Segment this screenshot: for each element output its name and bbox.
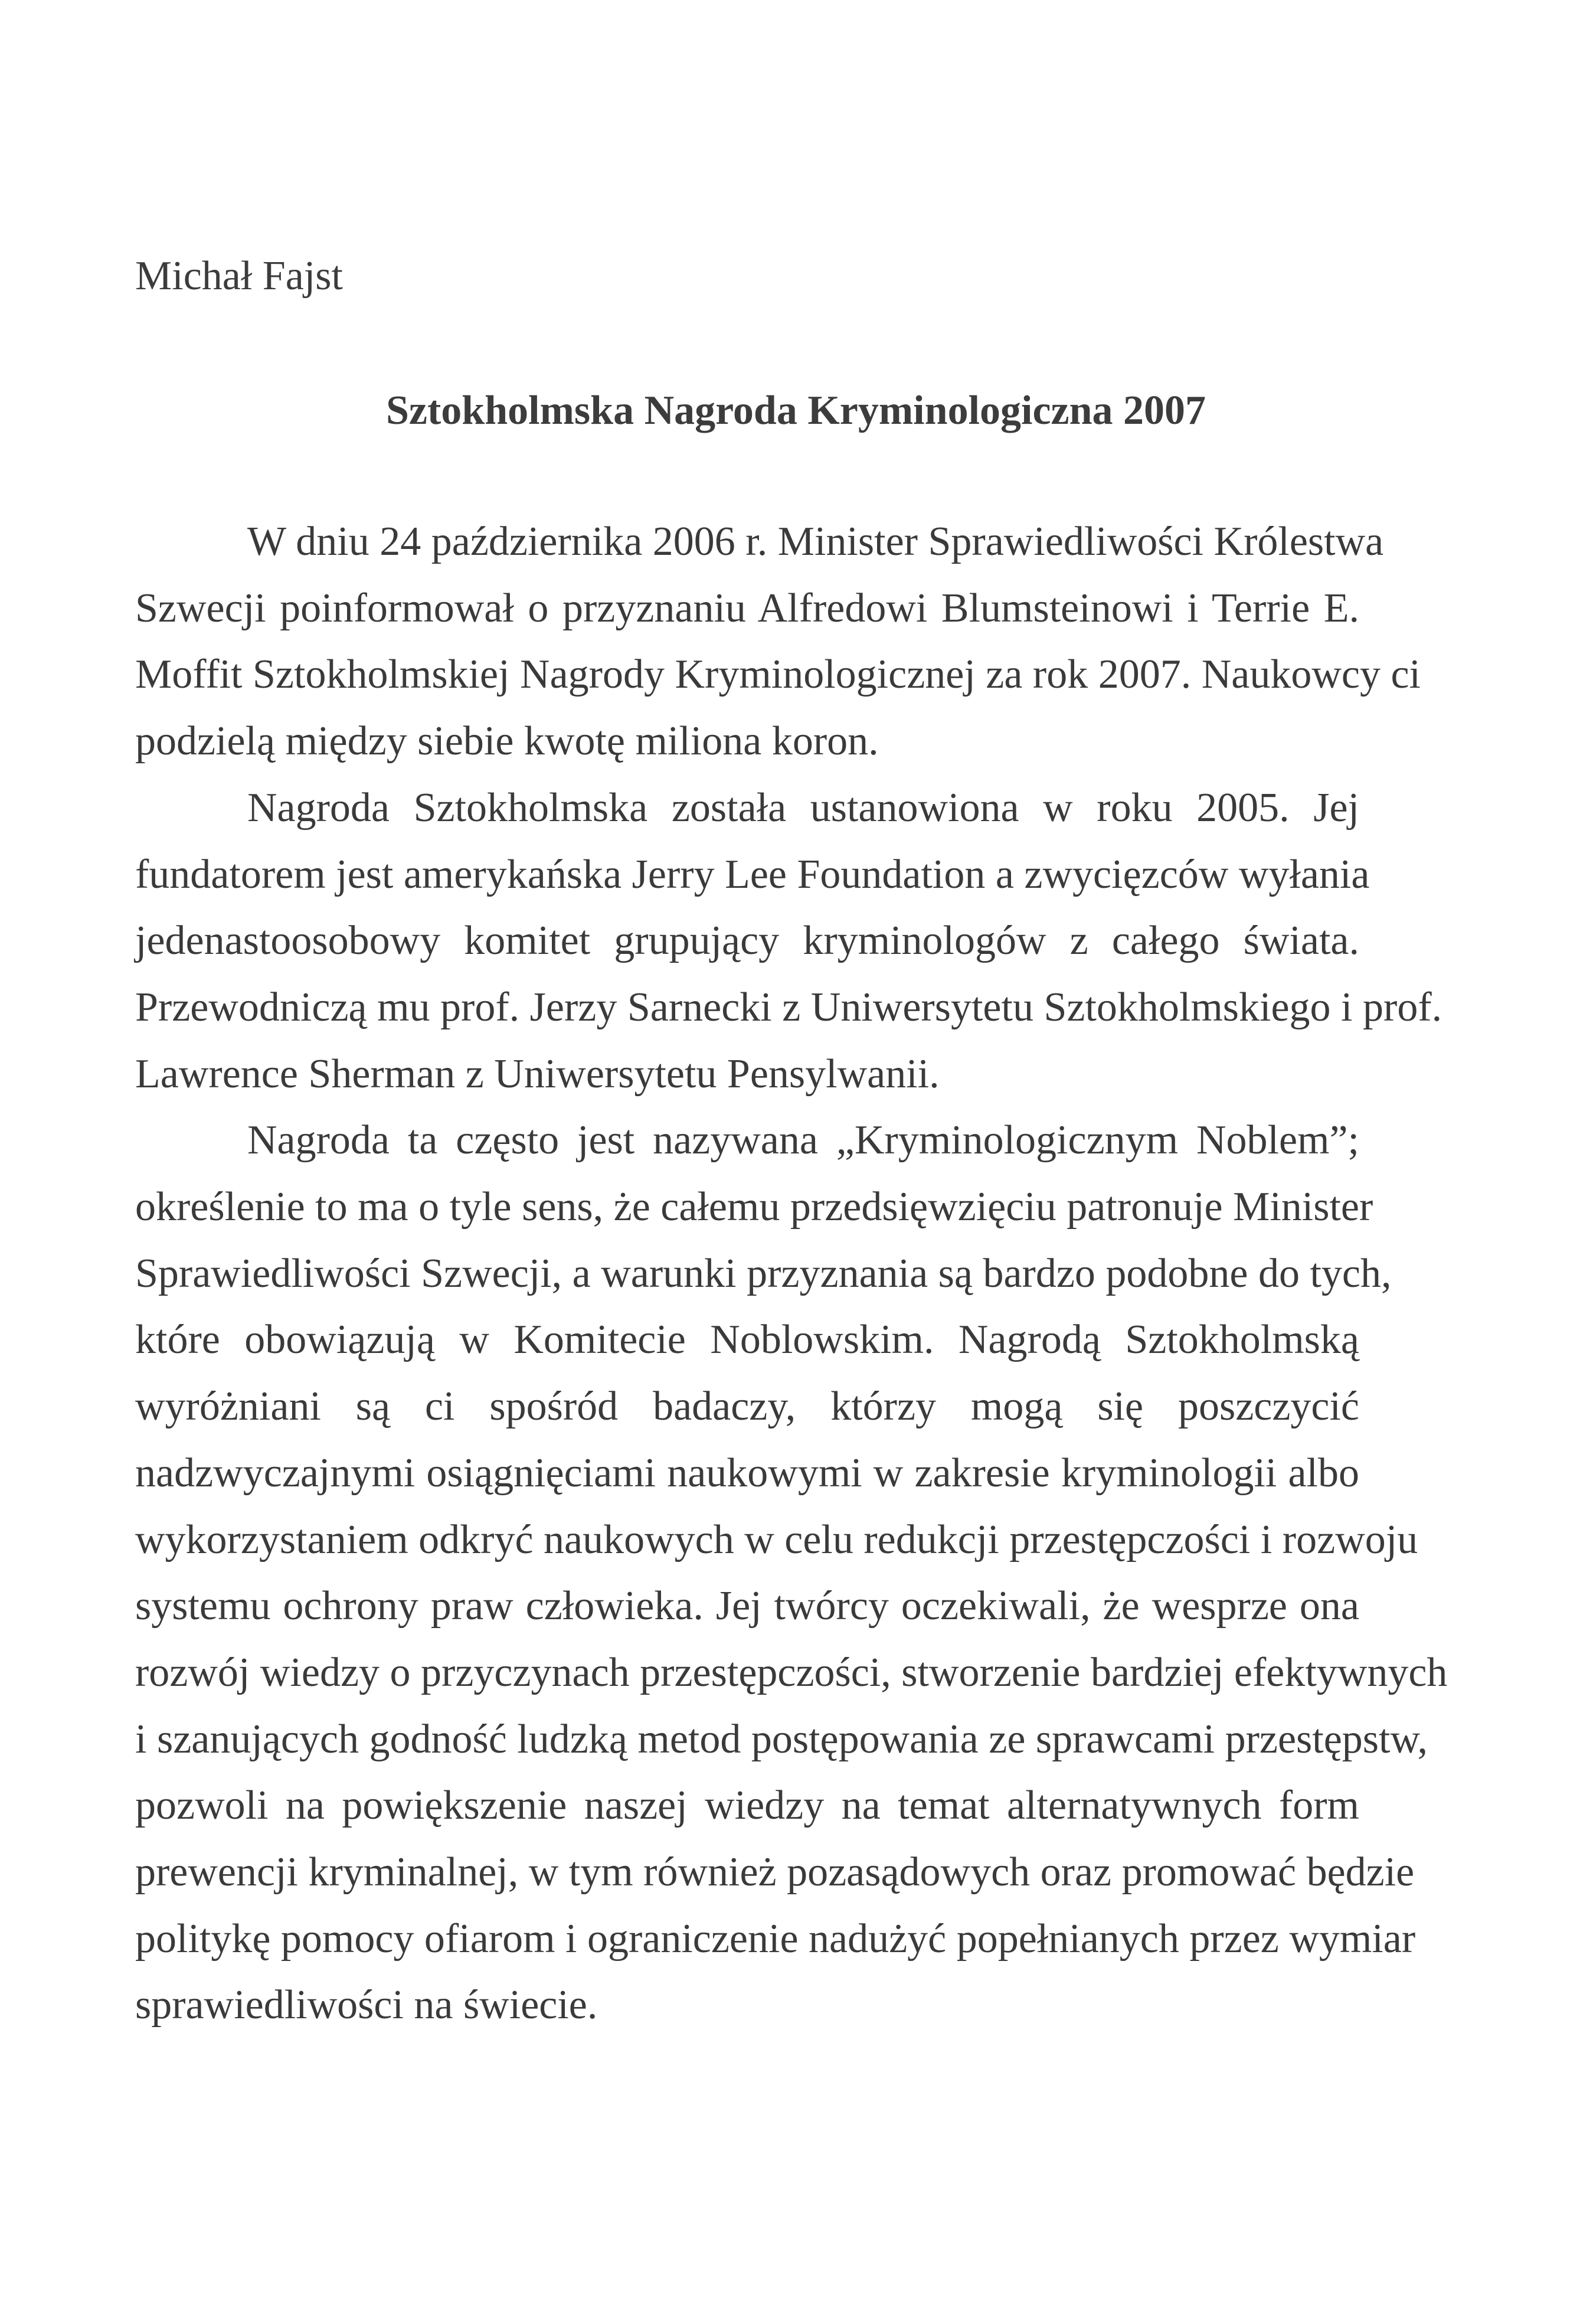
paragraph-line: Sprawiedliwości Szwecji, a warunki przyznania są bardzo podobne do tych, [135,1250,1392,1296]
paragraph-1 [135,509,1421,775]
paragraph-line: podzielą między siebie kwotę miliona koron. [135,718,879,764]
paragraph-3 [135,1107,1448,2039]
paragraph-line: pozwoli na powiększenie naszej wiedzy na temat alternatywnych form [135,1783,1359,1829]
paragraph-line: wyróżniani są ci spośród badaczy, którzy mogą się poszczycić [135,1384,1359,1430]
paragraph-line: rozwój wiedzy o przyczynach przestępczości, stworzenie bardziej efektywnych [135,1649,1448,1695]
paragraph-line: i szanujących godność ludzką metod postępowania ze sprawcami przestępstw, [135,1716,1428,1762]
paragraph-line: Przewodniczą mu prof. Jerzy Sarnecki z Uniwersytetu Sztokholmskiego i prof. [135,984,1442,1030]
document-title: Sztokholmska Nagroda Kryminologiczna 2007 [385,388,1206,433]
paragraph-line: nadzwyczajnymi osiągnięciami naukowymi w zakresie kryminologii albo [135,1450,1359,1496]
paragraph-line: W dniu 24 października 2006 r. Minister Sprawiedliwości Królestwa [247,519,1384,564]
paragraph-line: fundatorem jest amerykańska Jerry Lee Foundation a zwycięzców wyłania [135,851,1370,897]
paragraph-line: Lawrence Sherman z Uniwersytetu Pensylwanii. [135,1051,940,1097]
paragraph-line: określenie to ma o tyle sens, że całemu przedsięwzięciu patronuje Minister [135,1184,1373,1230]
paragraph-line: Nagroda ta często jest nazywana „Kryminologicznym Noblem”; [247,1117,1359,1163]
paragraph-line: jedenastoosobowy komitet grupujący kryminologów z całego świata. [135,918,1359,964]
paragraph-line: prewencji kryminalnej, w tym również pozasądowych oraz promować będzie [135,1849,1415,1895]
document-body [135,509,1448,2039]
paragraph-2 [135,775,1442,1108]
paragraph-line: które obowiązują w Komitecie Noblowskim. Nagrodą Sztokholmską [135,1317,1359,1363]
paragraph-line: sprawiedliwości na świecie. [135,1982,598,2028]
paragraph-line: systemu ochrony praw człowieka. Jej twórcy oczekiwali, że wesprze ona [135,1583,1359,1629]
paragraph-line: Szwecji poinformował o przyznaniu Alfredowi Blumsteinowi i Terrie E. [135,585,1359,631]
author-name: Michał Fajst [135,253,343,299]
paragraph-line: wykorzystaniem odkryć naukowych w celu redukcji przestępczości i rozwoju [135,1516,1418,1563]
paragraph-line: Nagroda Sztokholmska została ustanowiona w roku 2005. Jej [247,785,1359,831]
paragraph-line: Moffit Sztokholmskiej Nagrody Kryminologicznej za rok 2007. Naukowcy ci [135,652,1421,698]
paragraph-line: politykę pomocy ofiarom i ograniczenie nadużyć popełnianych przez wymiar [135,1916,1416,1962]
